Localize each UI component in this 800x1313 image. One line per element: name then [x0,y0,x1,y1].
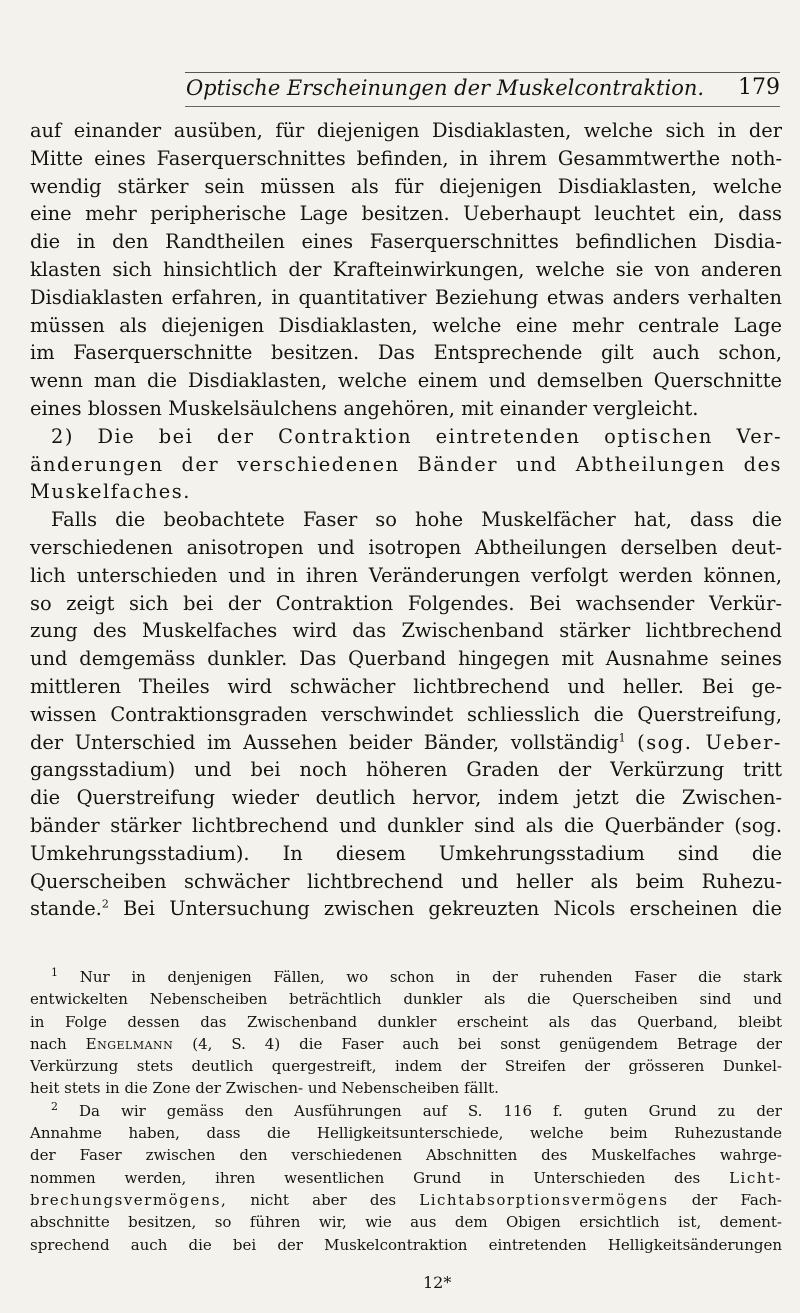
text-fragment: brechungsvermögens, [30,1190,228,1209]
footnote-line: Verkürzung stets deutlich quergestreift, indem der Streifen der grösseren Dunkel- [30,1057,782,1076]
text-fragment: Licht- [729,1168,782,1187]
text-line-with-footnote [30,895,782,923]
page-number: 179 [738,75,780,100]
text-line: gangsstadium) und bei noch höheren Graden der Verkürzung tritt [30,758,782,782]
text-line: bänder stärker lichtbrechend und dunkler sind als die Querbänder (sog. [30,813,782,837]
footnote-line [30,1100,782,1122]
footnote-marker: 1 [51,966,58,979]
footnote-marker: 2 [101,897,109,911]
text-fragment: nicht aber des [250,1190,397,1209]
author-name: Engelmann [85,1034,174,1053]
text-line: wissen Contraktionsgraden verschwindet schliesslich die Querstreifung, [30,702,782,726]
text-line: müssen als diejenigen Disdiaklasten, welche eine mehr centrale Lage [30,313,782,337]
footnote-line [30,1167,782,1189]
footnote-line: abschnitte besitzen, so führen wir, wie aus dem Obigen ersichtlich ist, dement- [30,1213,782,1232]
text-line: auf einander ausüben, für diejenigen Disdiaklasten, welche sich in der [30,119,782,142]
footnote-line: entwickelten Nebenscheiben beträchtlich dunkler als die Querscheiben sind und [30,990,782,1009]
footnote-line: sprechend auch die bei der Muskelcontraktion eintretenden Helligkeitsänderungen [30,1235,782,1254]
text-line: und demgemäss dunkler. Das Querband hingegen mit Ausnahme seines [30,647,782,671]
text-line: die in den Randtheilen eines Faserquerschnittes befindlichen Disdia- [30,230,782,254]
footnote-line: der Faser zwischen den verschiedenen Abschnitten des Muskelfaches wahrge- [30,1146,782,1165]
section-heading-line: Muskelfaches. [30,480,191,504]
footnote-line: in Folge dessen das Zwischenband dunkler erscheint als das Querband, bleibt [30,1012,782,1031]
text-line: so zeigt sich bei der Contraktion Folgendes. Bei wachsender Verkür- [30,591,782,615]
footnote-marker: 1 [618,731,626,745]
text-line: wendig stärker sein müssen als für diejenigen Disdiaklasten, welche [30,174,782,198]
text-line: die Querstreifung wieder deutlich hervor, indem jetzt die Zwischen- [30,786,782,810]
text-line: mittleren Theiles wird schwächer lichtbrechend und heller. Bei ge- [30,674,782,698]
footnote-line [30,966,782,988]
text-fragment: nach [30,1034,67,1053]
text-fragment: (4, S. 4) die Faser auch bei sonst genügendem Betrage der [192,1034,782,1053]
header-rule-bottom [185,106,780,107]
text-line-with-footnote [30,729,782,757]
text-fragment: Lichtabsorptionsvermögens [419,1190,669,1209]
text-line: klasten sich hinsichtlich der Krafteinwirkungen, welche sie von anderen [30,257,782,281]
text-line: wenn man die Disdiaklasten, welche einem und demselben Querschnitte [30,369,782,393]
footnote-line [30,1033,782,1055]
signature-mark: 12* [423,1273,452,1292]
footnotes [30,966,782,1256]
section-heading-line: 2) Die bei der Contraktion eintretenden optischen Ver- [51,424,782,448]
text-line: im Faserquerschnitte besitzen. Das Entsprechende gilt auch schon, [30,341,782,365]
text-line: verschiedenen anisotropen und isotropen Abtheilungen derselben deut- [30,535,782,559]
text-line: Mitte eines Faserquerschnittes befinden, in ihrem Gesammtwerthe noth- [30,146,782,170]
running-title: Optische Erscheinungen der Muskelcontraktion. [185,76,705,100]
text-line: Umkehrungsstadium). In diesem Umkehrungsstadium sind die [30,841,782,865]
text-fragment: Da wir gemäss den Ausführungen auf S. 116 f. guten Grund zu der [79,1101,782,1120]
footnote-line [30,1189,782,1211]
text-line: Querscheiben schwächer lichtbrechend und heller als beim Ruhezu- [30,869,782,893]
running-header [185,74,780,102]
header-rule-top [185,72,780,73]
text-fragment: der Fach- [691,1190,782,1209]
text-fragment: Bei Untersuchung zwischen gekreuzten Nicols erscheinen die [123,897,782,921]
text-fragment: Nur in denjenigen Fällen, wo schon in der ruhenden Faser die stark [79,968,782,986]
footnote-line: heit stets in die Zone der Zwischen- und Nebenscheiben fällt. [30,1079,499,1098]
text-fragment: (sog. Ueber- [637,730,782,754]
text-line: Disdiaklasten erfahren, in quantitativer Beziehung etwas anders verhalten [30,285,782,309]
text-line: zung des Muskelfaches wird das Zwischenband stärker lichtbrechend [30,619,782,643]
text-line: lich unterschieden und in ihren Veränderungen verfolgt werden können, [30,563,782,587]
text-fragment: stande. [30,897,102,921]
text-fragment: der Unterschied im Aussehen beider Bänder, vollständig [30,730,619,754]
section-heading-line: änderungen der verschiedenen Bänder und Abtheilungen des [30,452,782,476]
text-line: eine mehr peripherische Lage besitzen. Ueberhaupt leuchtet ein, dass [30,202,782,226]
footnote-marker: 2 [51,1099,58,1113]
text-line: eines blossen Muskelsäulchens angehören, mit einander vergleicht. [30,396,699,420]
text-fragment: nommen werden, ihren wesentlichen Grund in Unterschieden des [30,1168,701,1187]
text-line: Falls die beobachtete Faser so hohe Muskelfächer hat, dass die [51,508,782,532]
footnote-line: Annahme haben, dass die Helligkeitsunterschiede, welche beim Ruhezustande [30,1124,782,1143]
main-text [30,117,782,923]
